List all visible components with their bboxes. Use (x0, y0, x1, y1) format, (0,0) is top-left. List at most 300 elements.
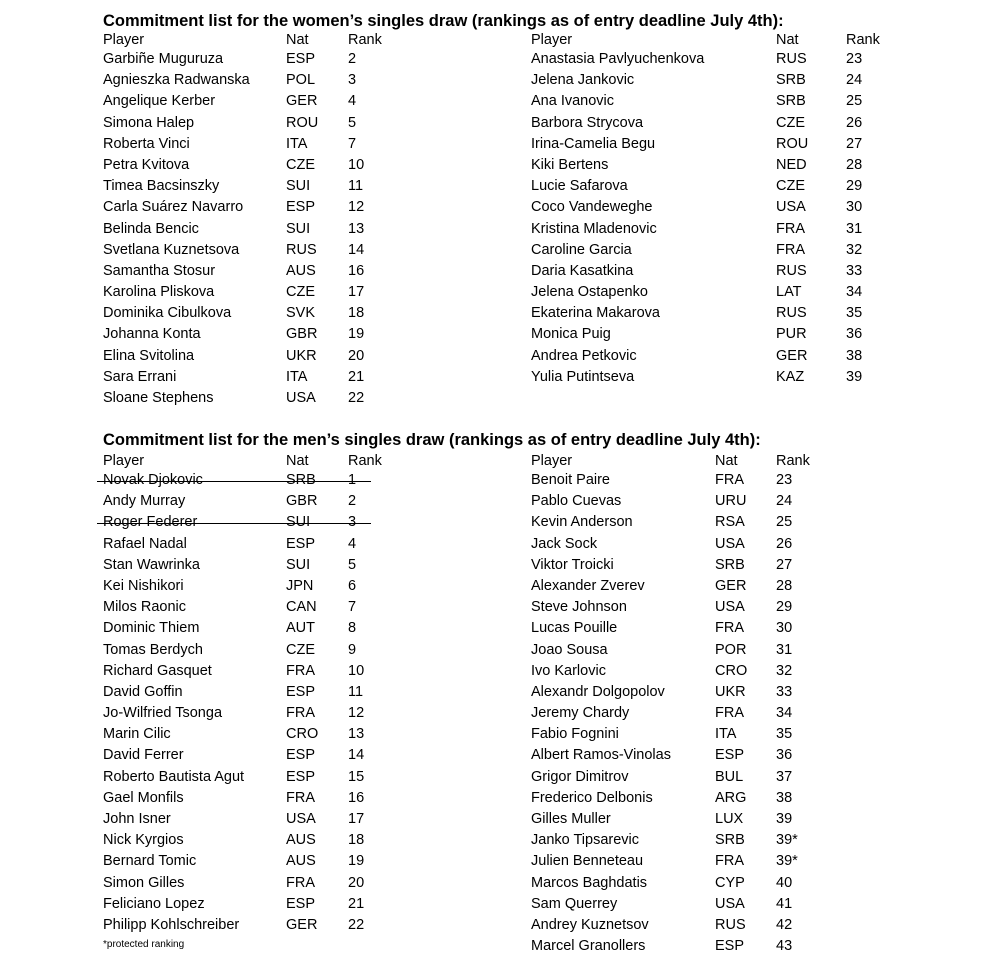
player-rank: 1 (348, 472, 357, 488)
table-row (103, 155, 403, 176)
table-header (103, 452, 403, 470)
player-rank: 37 (776, 768, 793, 785)
player-name: Andy Murray (103, 493, 186, 510)
player-nat: CYP (715, 874, 745, 891)
table-row (531, 555, 831, 576)
table-row (103, 303, 403, 324)
player-name: Timea Bacsinszky (103, 178, 220, 195)
player-name: Richard Gasquet (103, 662, 212, 679)
table-row (103, 597, 403, 618)
player-nat: CZE (776, 178, 805, 195)
table-row (531, 851, 831, 872)
player-name: Gael Monfils (103, 789, 184, 806)
player-rank: 19 (348, 326, 365, 343)
player-nat: CZE (776, 114, 805, 131)
table-row (103, 261, 403, 282)
player-nat: UKR (715, 683, 746, 700)
player-name: Bernard Tomic (103, 853, 197, 870)
player-rank: 31 (776, 641, 793, 658)
player-name: Kiki Bertens (531, 156, 609, 173)
player-rank: 35 (776, 726, 793, 743)
player-nat: RUS (715, 916, 746, 933)
table-row (531, 788, 831, 809)
header-rank: Rank (348, 32, 382, 48)
player-name: Kristina Mladenovic (531, 220, 657, 237)
player-name: Agnieszka Radwanska (103, 72, 250, 89)
header-player: Player (531, 453, 573, 469)
player-rank: 13 (348, 726, 365, 743)
table-row (103, 219, 403, 240)
header-player: Player (531, 32, 573, 48)
header-rank: Rank (348, 453, 382, 469)
player-name: Marcos Baghdatis (531, 874, 648, 891)
table-row (531, 155, 901, 176)
player-rank: 32 (846, 241, 863, 258)
player-rank: 24 (846, 72, 863, 89)
player-nat: GBR (286, 493, 318, 510)
table-row (531, 176, 901, 197)
player-rank: 18 (348, 832, 365, 849)
player-nat: RUS (776, 262, 807, 279)
player-name: Jo-Wilfried Tsonga (103, 705, 223, 722)
player-rank: 38 (846, 347, 863, 364)
player-rank: 4 (348, 535, 357, 552)
player-name: Andrey Kuznetsov (531, 916, 649, 933)
player-nat: URU (715, 493, 747, 510)
player-rank: 39 (776, 811, 793, 827)
player-name: Ekaterina Makarova (531, 305, 660, 322)
table-row (103, 91, 403, 112)
player-name: Jelena Ostapenko (531, 284, 648, 301)
player-nat: SRB (286, 472, 316, 488)
player-name: David Ferrer (103, 747, 184, 764)
table-row (531, 640, 831, 661)
player-nat: USA (715, 535, 745, 552)
table-row (103, 491, 403, 512)
table-row (103, 388, 403, 409)
player-name: Feliciano Lopez (103, 895, 205, 912)
player-rank: 3 (348, 72, 357, 89)
player-nat: SUI (286, 220, 311, 237)
table-row (531, 682, 831, 703)
table-row (103, 70, 403, 91)
men-table-right (531, 452, 831, 957)
player-name: Simon Gilles (103, 874, 185, 891)
player-nat: GER (286, 916, 318, 933)
table-row (531, 534, 831, 555)
player-rank: 23 (776, 472, 793, 488)
player-rank: 20 (348, 874, 365, 891)
table-row (531, 618, 831, 639)
player-nat: AUS (286, 853, 316, 870)
player-rank: 26 (846, 114, 863, 131)
player-nat: AUT (286, 620, 315, 637)
player-name: Ivo Karlovic (531, 662, 606, 679)
player-rank: 3 (348, 514, 357, 531)
table-row (103, 134, 403, 155)
header-rank: Rank (846, 32, 880, 48)
player-nat: SVK (286, 305, 316, 322)
table-row (103, 809, 403, 830)
player-nat: NED (776, 156, 807, 173)
player-nat: SRB (715, 556, 745, 573)
footnote: *protected ranking (103, 939, 185, 950)
player-rank: 25 (776, 514, 793, 531)
player-rank: 28 (776, 577, 793, 594)
player-nat: USA (715, 599, 745, 616)
header-player: Player (103, 453, 145, 469)
player-rank: 27 (776, 556, 793, 573)
player-rank: 22 (348, 916, 365, 933)
player-rank: 22 (348, 390, 365, 406)
player-nat: RUS (776, 305, 807, 322)
player-nat: USA (286, 811, 316, 827)
player-name: Irina-Camelia Begu (531, 135, 656, 152)
player-rank: 30 (846, 199, 863, 216)
player-name: Jack Sock (531, 535, 598, 552)
player-rank: 4 (348, 93, 357, 110)
men-draw-title: Commitment list for the men’s singles draw (rankings as of entry deadline July 4th): (103, 431, 761, 449)
player-rank: 26 (776, 535, 793, 552)
table-row (531, 597, 831, 618)
player-rank: 34 (776, 705, 793, 722)
player-name: Alexander Zverev (531, 577, 645, 594)
table-row (531, 576, 831, 597)
player-name: Sloane Stephens (103, 390, 214, 406)
table-row (103, 724, 403, 745)
table-header (531, 452, 831, 470)
table-row (531, 661, 831, 682)
table-row (531, 936, 831, 957)
player-nat: ESP (286, 535, 316, 552)
player-nat: ESP (286, 51, 316, 67)
player-nat: ESP (286, 895, 316, 912)
table-row (103, 703, 403, 724)
player-nat: KAZ (776, 368, 805, 385)
player-name: Ana Ivanovic (531, 93, 615, 110)
player-name: Lucie Safarova (531, 178, 628, 195)
player-nat: ITA (286, 135, 308, 152)
table-row (531, 282, 901, 303)
player-nat: BUL (715, 768, 744, 785)
player-nat: LAT (776, 284, 802, 301)
player-name: Angelique Kerber (103, 93, 216, 110)
player-nat: ESP (286, 683, 316, 700)
player-nat: AUS (286, 262, 316, 279)
header-nat: Nat (286, 453, 309, 469)
player-nat: GBR (286, 326, 318, 343)
player-nat: CZE (286, 156, 315, 173)
table-row (531, 724, 831, 745)
player-name: John Isner (103, 811, 171, 827)
table-row (103, 618, 403, 639)
player-rank: 36 (776, 747, 793, 764)
table-row (531, 512, 831, 533)
player-nat: AUS (286, 832, 316, 849)
player-name: Gilles Muller (531, 811, 611, 827)
player-rank: 31 (846, 220, 863, 237)
player-rank: 13 (348, 220, 365, 237)
table-row (531, 873, 831, 894)
table-row (103, 682, 403, 703)
player-name: Sam Querrey (531, 895, 618, 912)
player-name: Roberta Vinci (103, 135, 190, 152)
women-table-right (531, 31, 901, 388)
table-row (531, 491, 831, 512)
table-row (103, 555, 403, 576)
table-row (531, 261, 901, 282)
player-rank: 15 (348, 768, 365, 785)
player-nat: CAN (286, 599, 317, 616)
player-nat: USA (776, 199, 806, 216)
player-name: Benoit Paire (531, 472, 610, 488)
player-nat: GER (286, 93, 318, 110)
player-name: Frederico Delbonis (531, 789, 653, 806)
player-nat: ROU (286, 114, 319, 131)
table-row (531, 91, 901, 112)
player-nat: FRA (286, 789, 315, 806)
player-rank: 16 (348, 262, 365, 279)
table-row (531, 745, 831, 766)
player-rank: 41 (776, 895, 793, 912)
player-rank: 30 (776, 620, 793, 637)
player-rank: 39 (846, 368, 863, 385)
player-name: Grigor Dimitrov (531, 768, 629, 785)
table-row (103, 745, 403, 766)
player-name: Caroline Garcia (531, 241, 632, 258)
player-rank: 10 (348, 662, 365, 679)
table-header (103, 31, 403, 49)
table-row (103, 470, 403, 491)
table-row (531, 703, 831, 724)
player-name: Monica Puig (531, 326, 611, 343)
player-name: Yulia Putintseva (531, 368, 635, 385)
table-row (103, 915, 403, 936)
player-name: Rafael Nadal (103, 535, 187, 552)
player-nat: FRA (776, 220, 805, 237)
player-rank: 20 (348, 347, 365, 364)
table-row (531, 470, 831, 491)
player-nat: ROU (776, 135, 809, 152)
player-rank: 2 (348, 51, 357, 67)
player-rank: 2 (348, 493, 357, 510)
table-row (103, 661, 403, 682)
player-name: Barbora Strycova (531, 114, 644, 131)
table-row (103, 576, 403, 597)
player-nat: CZE (286, 641, 315, 658)
player-name: Milos Raonic (103, 599, 186, 616)
player-nat: PUR (776, 326, 807, 343)
player-rank: 19 (348, 853, 365, 870)
player-nat: FRA (715, 620, 744, 637)
player-nat: GER (776, 347, 808, 364)
table-row (103, 282, 403, 303)
table-row (103, 788, 403, 809)
player-rank: 29 (846, 178, 863, 195)
player-nat: FRA (715, 705, 744, 722)
player-nat: FRA (286, 874, 315, 891)
player-name: Johanna Konta (103, 326, 201, 343)
player-name: Anastasia Pavlyuchenkova (531, 51, 705, 67)
player-rank: 27 (846, 135, 863, 152)
player-name: Sara Errani (103, 368, 177, 385)
table-row (103, 767, 403, 788)
player-name: Garbiñe Muguruza (103, 51, 224, 67)
header-nat: Nat (776, 32, 799, 48)
player-name: Daria Kasatkina (531, 262, 634, 279)
player-nat: RSA (715, 514, 745, 531)
player-nat: CRO (715, 662, 748, 679)
player-name: Pablo Cuevas (531, 493, 622, 510)
player-rank: 36 (846, 326, 863, 343)
player-name: Alexandr Dolgopolov (531, 683, 665, 700)
player-rank: 23 (846, 51, 863, 67)
player-rank: 42 (776, 916, 793, 933)
player-nat: ESP (715, 938, 745, 955)
table-row (103, 851, 403, 872)
table-row (103, 894, 403, 915)
player-rank: 28 (846, 156, 863, 173)
table-row (531, 70, 901, 91)
player-nat: UKR (286, 347, 317, 364)
player-name: Andrea Petkovic (531, 347, 637, 364)
table-row (531, 49, 901, 70)
table-row (103, 346, 403, 367)
header-player: Player (103, 32, 145, 48)
player-name: Joao Sousa (531, 641, 608, 658)
player-name: Samantha Stosur (103, 262, 216, 279)
table-row (531, 894, 831, 915)
player-rank: 18 (348, 305, 365, 322)
table-row (103, 830, 403, 851)
player-nat: USA (286, 390, 316, 406)
player-nat: LUX (715, 811, 744, 827)
player-rank: 24 (776, 493, 793, 510)
table-row (103, 49, 403, 70)
table-row (103, 873, 403, 894)
player-nat: FRA (715, 472, 744, 488)
player-nat: FRA (286, 662, 315, 679)
player-nat: FRA (715, 853, 744, 870)
table-row (103, 240, 403, 261)
player-nat: ITA (715, 726, 737, 743)
player-nat: POR (715, 641, 747, 658)
table-header (531, 31, 901, 49)
table-row (531, 303, 901, 324)
player-rank: 14 (348, 241, 365, 258)
player-name: Fabio Fognini (531, 726, 619, 743)
player-nat: GER (715, 577, 747, 594)
player-name: Tomas Berdych (103, 641, 203, 658)
player-name: Belinda Bencic (103, 220, 199, 237)
player-rank: 17 (348, 811, 365, 827)
player-rank: 14 (348, 747, 365, 764)
table-row (103, 197, 403, 218)
player-name: Philipp Kohlschreiber (103, 916, 240, 933)
player-name: Elina Svitolina (103, 347, 195, 364)
player-rank: 39* (776, 832, 798, 849)
player-rank: 35 (846, 305, 863, 322)
player-name: Dominika Cibulkova (103, 305, 232, 322)
player-nat: POL (286, 72, 316, 89)
player-nat: ARG (715, 789, 747, 806)
player-nat: SUI (286, 178, 311, 195)
player-rank: 43 (776, 938, 793, 955)
player-nat: FRA (776, 241, 805, 258)
table-row (103, 512, 403, 533)
player-nat: ESP (286, 747, 316, 764)
player-name: Stan Wawrinka (103, 556, 200, 573)
player-name: Petra Kvitova (103, 156, 190, 173)
player-rank: 33 (846, 262, 863, 279)
player-nat: SRB (776, 72, 806, 89)
table-row (103, 534, 403, 555)
header-nat: Nat (715, 453, 738, 469)
player-rank: 6 (348, 577, 357, 594)
player-rank: 12 (348, 705, 365, 722)
player-nat: ESP (286, 768, 316, 785)
player-rank: 7 (348, 135, 357, 152)
player-rank: 40 (776, 874, 793, 891)
player-rank: 39* (776, 853, 798, 870)
table-row (103, 640, 403, 661)
table-row (531, 915, 831, 936)
player-name: Svetlana Kuznetsova (103, 241, 240, 258)
player-rank: 16 (348, 789, 365, 806)
player-nat: CRO (286, 726, 319, 743)
player-name: Nick Kyrgios (103, 832, 184, 849)
table-row (531, 367, 901, 388)
player-rank: 21 (348, 368, 365, 385)
header-nat: Nat (286, 32, 309, 48)
player-name: Steve Johnson (531, 599, 627, 616)
table-row (531, 767, 831, 788)
table-row (531, 324, 901, 345)
table-row (103, 113, 403, 134)
table-row (531, 346, 901, 367)
player-name: Carla Suárez Navarro (103, 199, 244, 216)
player-nat: ESP (715, 747, 745, 764)
player-name: Julien Benneteau (531, 853, 644, 870)
player-nat: CZE (286, 284, 315, 301)
player-rank: 34 (846, 284, 863, 301)
women-draw-title: Commitment list for the women’s singles draw (rankings as of entry deadline July 4th): (103, 12, 784, 30)
player-rank: 25 (846, 93, 863, 110)
player-rank: 10 (348, 156, 365, 173)
player-name: Dominic Thiem (103, 620, 200, 637)
header-rank: Rank (776, 453, 810, 469)
player-nat: JPN (286, 577, 314, 594)
player-rank: 12 (348, 199, 365, 216)
player-nat: RUS (286, 241, 317, 258)
player-name: Novak Djokovic (103, 472, 203, 488)
player-nat: RUS (776, 51, 807, 67)
player-name: Jeremy Chardy (531, 705, 630, 722)
player-name: Lucas Pouille (531, 620, 618, 637)
women-table-left (103, 31, 403, 409)
player-rank: 21 (348, 895, 365, 912)
player-nat: SUI (286, 514, 311, 531)
player-nat: ESP (286, 199, 316, 216)
table-row (531, 113, 901, 134)
table-row (531, 809, 831, 830)
player-rank: 33 (776, 683, 793, 700)
player-rank: 32 (776, 662, 793, 679)
player-rank: 9 (348, 641, 357, 658)
player-rank: 29 (776, 599, 793, 616)
player-name: Janko Tipsarevic (531, 832, 639, 849)
player-name: Coco Vandeweghe (531, 199, 653, 216)
